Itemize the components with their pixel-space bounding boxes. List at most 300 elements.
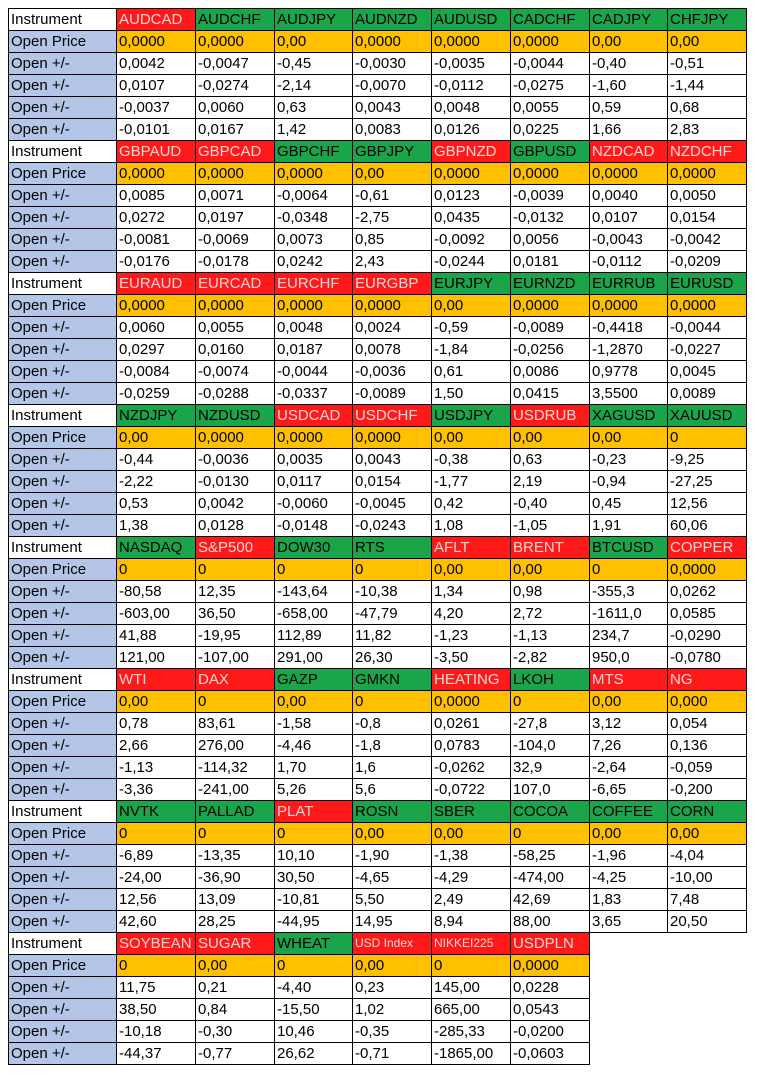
open-change-label: Open +/- [9, 185, 117, 207]
instrument-name-cell: GBPAUD [117, 141, 196, 163]
open-change-cell: -1,96 [590, 845, 668, 867]
open-change-cell: -3,36 [117, 779, 196, 801]
instrument-name-cell: CADJPY [590, 9, 668, 31]
open-change-cell: -0,0176 [117, 251, 196, 273]
open-change-cell: -19,95 [196, 625, 275, 647]
open-price-cell: 0,0000 [511, 955, 590, 977]
open-change-cell: 2,72 [511, 603, 590, 625]
open-change-cell: 0,0056 [511, 229, 590, 251]
open-change-cell: -0,0132 [511, 207, 590, 229]
open-price-label: Open Price [9, 295, 117, 317]
open-price-row [9, 691, 747, 713]
open-change-cell: -0,71 [353, 1043, 432, 1065]
open-price-cell: 0,00 [668, 31, 747, 53]
open-change-row [9, 713, 747, 735]
open-change-cell: -0,0044 [511, 53, 590, 75]
open-change-cell: -0,0044 [275, 361, 353, 383]
open-change-label: Open +/- [9, 1021, 117, 1043]
open-price-cell: 0 [196, 691, 275, 713]
open-change-cell: 0,136 [668, 735, 747, 757]
open-change-cell: -0,0112 [432, 75, 511, 97]
open-change-cell: 276,00 [196, 735, 275, 757]
open-change-cell: -10,38 [353, 581, 432, 603]
open-change-row [9, 779, 747, 801]
open-change-cell: -1,8 [353, 735, 432, 757]
open-change-row [9, 911, 747, 933]
instrument-label: Instrument [9, 405, 117, 427]
open-change-label: Open +/- [9, 911, 117, 933]
open-change-cell: 13,09 [196, 889, 275, 911]
open-change-cell: -0,0603 [511, 1043, 590, 1065]
instrument-name-cell: PALLAD [196, 801, 275, 823]
open-change-cell: 10,46 [275, 1021, 353, 1043]
open-change-cell: -0,0043 [590, 229, 668, 251]
instrument-name-cell: EURJPY [432, 273, 511, 295]
instrument-name-cell: MTS [590, 669, 668, 691]
instrument-name-cell: EURAUD [117, 273, 196, 295]
open-price-cell: 0,00 [117, 427, 196, 449]
open-change-cell: -143,64 [275, 581, 353, 603]
open-change-cell: -10,81 [275, 889, 353, 911]
open-change-label: Open +/- [9, 383, 117, 405]
open-price-label: Open Price [9, 163, 117, 185]
open-change-cell: 28,25 [196, 911, 275, 933]
open-change-cell: 291,00 [275, 647, 353, 669]
open-change-cell: -0,0030 [353, 53, 432, 75]
open-change-cell: -36,90 [196, 867, 275, 889]
open-price-label: Open Price [9, 823, 117, 845]
open-change-cell: -1,13 [117, 757, 196, 779]
open-change-cell: 0,0117 [275, 471, 353, 493]
open-change-cell: 5,50 [353, 889, 432, 911]
open-change-cell: 0,61 [432, 361, 511, 383]
open-price-cell: 0,00 [668, 823, 747, 845]
open-change-cell: 0,0040 [590, 185, 668, 207]
empty-cell [668, 955, 747, 977]
open-change-cell: -0,0074 [196, 361, 275, 383]
open-change-cell: 0,0543 [511, 999, 590, 1021]
open-change-cell: 0,054 [668, 713, 747, 735]
open-change-cell: 11,82 [353, 625, 432, 647]
open-change-cell: -4,46 [275, 735, 353, 757]
open-change-cell: 0,42 [432, 493, 511, 515]
open-change-cell: -1,05 [511, 515, 590, 537]
open-change-cell: 2,43 [353, 251, 432, 273]
open-change-cell: 0,0107 [117, 75, 196, 97]
instrument-name-cell: COPPER [668, 537, 747, 559]
open-change-cell: 0,0055 [196, 317, 275, 339]
open-change-cell: -1,23 [432, 625, 511, 647]
open-change-cell: -0,0112 [590, 251, 668, 273]
open-price-cell: 0,0000 [668, 559, 747, 581]
instrument-name-cell: AFLT [432, 537, 511, 559]
open-change-row [9, 1043, 747, 1065]
open-change-label: Open +/- [9, 757, 117, 779]
open-change-cell: -2,14 [275, 75, 353, 97]
open-change-row [9, 845, 747, 867]
open-change-cell: -0,59 [432, 317, 511, 339]
open-change-cell: -44,37 [117, 1043, 196, 1065]
open-price-cell: 0,0000 [590, 163, 668, 185]
empty-cell [590, 933, 668, 955]
open-change-cell: -0,0081 [117, 229, 196, 251]
instrument-name-cell: WHEAT [275, 933, 353, 955]
open-change-cell: -1,13 [511, 625, 590, 647]
open-change-row [9, 361, 747, 383]
open-price-row [9, 163, 747, 185]
instrument-row [9, 801, 747, 823]
instrument-label: Instrument [9, 273, 117, 295]
open-change-cell: -2,82 [511, 647, 590, 669]
open-change-cell: 1,70 [275, 757, 353, 779]
open-change-cell: -0,059 [668, 757, 747, 779]
instrument-name-cell: NIKKEI225 [432, 933, 511, 955]
open-change-cell: -0,30 [196, 1021, 275, 1043]
open-price-cell: 0 [668, 427, 747, 449]
open-change-cell: 2,49 [432, 889, 511, 911]
open-change-cell: 0,0089 [668, 383, 747, 405]
open-change-label: Open +/- [9, 339, 117, 361]
open-change-cell: -107,00 [196, 647, 275, 669]
instrument-name-cell: EURCHF [275, 273, 353, 295]
open-price-cell: 0,0000 [353, 427, 432, 449]
open-change-cell: -0,94 [590, 471, 668, 493]
open-price-row [9, 31, 747, 53]
instrument-name-cell: NG [668, 669, 747, 691]
open-change-cell: 0,0128 [196, 515, 275, 537]
instrument-name-cell: GBPJPY [353, 141, 432, 163]
open-price-cell: 0,0000 [668, 163, 747, 185]
open-change-cell: -0,77 [196, 1043, 275, 1065]
open-change-cell: -0,0259 [117, 383, 196, 405]
instrument-name-cell: LKOH [511, 669, 590, 691]
open-change-cell: 0,0083 [353, 119, 432, 141]
open-change-cell: 0,84 [196, 999, 275, 1021]
open-change-cell: 1,50 [432, 383, 511, 405]
open-price-cell: 0,00 [117, 691, 196, 713]
open-change-label: Open +/- [9, 845, 117, 867]
open-price-cell: 0,0000 [668, 295, 747, 317]
open-change-cell: 121,00 [117, 647, 196, 669]
open-change-cell: -15,50 [275, 999, 353, 1021]
open-price-cell: 0,00 [590, 427, 668, 449]
open-change-cell: 3,12 [590, 713, 668, 735]
instrument-name-cell: EURUSD [668, 273, 747, 295]
open-change-cell: -0,0069 [196, 229, 275, 251]
open-change-label: Open +/- [9, 647, 117, 669]
instrument-name-cell: XAUUSD [668, 405, 747, 427]
open-change-cell: 88,00 [511, 911, 590, 933]
sheet-body [9, 9, 747, 1065]
open-change-cell: 0,78 [117, 713, 196, 735]
open-change-cell: 1,66 [590, 119, 668, 141]
open-change-cell: 1,08 [432, 515, 511, 537]
open-change-cell: 26,62 [275, 1043, 353, 1065]
open-change-cell: 0,21 [196, 977, 275, 999]
open-change-cell: 0,0123 [432, 185, 511, 207]
open-change-label: Open +/- [9, 75, 117, 97]
open-change-cell: 0,0262 [668, 581, 747, 603]
empty-cell [590, 977, 668, 999]
open-change-cell: 0,0415 [511, 383, 590, 405]
open-price-cell: 0 [511, 691, 590, 713]
open-change-cell: 41,88 [117, 625, 196, 647]
open-change-cell: 0,0035 [275, 449, 353, 471]
open-change-cell: -0,4418 [590, 317, 668, 339]
empty-cell [590, 955, 668, 977]
open-change-label: Open +/- [9, 625, 117, 647]
open-change-row [9, 317, 747, 339]
open-change-cell: 145,00 [432, 977, 511, 999]
open-change-cell: 1,42 [275, 119, 353, 141]
instrument-name-cell: ROSN [353, 801, 432, 823]
open-change-cell: 0,0055 [511, 97, 590, 119]
open-change-row [9, 75, 747, 97]
open-change-cell: 12,56 [668, 493, 747, 515]
open-change-cell: 7,26 [590, 735, 668, 757]
open-change-cell: -13,35 [196, 845, 275, 867]
empty-cell [668, 933, 747, 955]
instrument-name-cell: AUDJPY [275, 9, 353, 31]
open-change-cell: 0,0060 [196, 97, 275, 119]
open-change-cell: 234,7 [590, 625, 668, 647]
open-change-label: Open +/- [9, 1043, 117, 1065]
open-change-cell: -1,44 [668, 75, 747, 97]
instrument-name-cell: AUDCAD [117, 9, 196, 31]
open-change-label: Open +/- [9, 735, 117, 757]
open-change-cell: 0,0042 [196, 493, 275, 515]
open-change-cell: -6,65 [590, 779, 668, 801]
open-change-label: Open +/- [9, 229, 117, 251]
open-change-cell: -0,0070 [353, 75, 432, 97]
open-change-cell: -0,0039 [511, 185, 590, 207]
instrument-name-cell: USDPLN [511, 933, 590, 955]
open-change-label: Open +/- [9, 317, 117, 339]
open-change-cell: -0,0035 [432, 53, 511, 75]
open-change-row [9, 603, 747, 625]
open-change-cell: -0,40 [511, 493, 590, 515]
open-change-cell: -2,64 [590, 757, 668, 779]
open-change-cell: 0,53 [117, 493, 196, 515]
open-change-row [9, 251, 747, 273]
open-change-cell: -24,00 [117, 867, 196, 889]
open-change-cell: -0,0780 [668, 647, 747, 669]
open-change-cell: -1,60 [590, 75, 668, 97]
open-change-cell: 0,0045 [668, 361, 747, 383]
open-price-label: Open Price [9, 955, 117, 977]
open-change-cell: 0,0071 [196, 185, 275, 207]
open-change-cell: -0,0047 [196, 53, 275, 75]
instrument-name-cell: GAZP [275, 669, 353, 691]
open-price-cell: 0,00 [432, 427, 511, 449]
open-change-cell: -1,38 [432, 845, 511, 867]
open-change-cell: -9,25 [668, 449, 747, 471]
open-change-cell: -47,79 [353, 603, 432, 625]
instrument-name-cell: RTS [353, 537, 432, 559]
open-price-cell: 0,00 [353, 163, 432, 185]
open-price-label: Open Price [9, 31, 117, 53]
open-change-cell: 42,69 [511, 889, 590, 911]
open-price-cell: 0,00 [353, 955, 432, 977]
open-change-row [9, 97, 747, 119]
open-price-cell: 0,0000 [511, 295, 590, 317]
open-change-cell: 0,0024 [353, 317, 432, 339]
instrument-row [9, 669, 747, 691]
open-change-cell: -0,44 [117, 449, 196, 471]
open-change-cell: -1611,0 [590, 603, 668, 625]
instrument-name-cell: CHFJPY [668, 9, 747, 31]
instrument-name-cell: BTCUSD [590, 537, 668, 559]
open-change-cell: 0,0187 [275, 339, 353, 361]
open-change-cell: 12,56 [117, 889, 196, 911]
open-change-cell: 950,0 [590, 647, 668, 669]
open-change-label: Open +/- [9, 581, 117, 603]
open-change-cell: 10,10 [275, 845, 353, 867]
instrument-name-cell: GBPNZD [432, 141, 511, 163]
open-change-label: Open +/- [9, 889, 117, 911]
instrument-name-cell: NZDCAD [590, 141, 668, 163]
open-change-cell: 0,0073 [275, 229, 353, 251]
instrument-name-cell: USD Index [353, 933, 432, 955]
empty-cell [668, 1043, 747, 1065]
open-change-cell: -44,95 [275, 911, 353, 933]
open-change-row [9, 119, 747, 141]
open-change-cell: -2,22 [117, 471, 196, 493]
open-price-cell: 0,0000 [275, 427, 353, 449]
open-price-cell: 0,0000 [353, 295, 432, 317]
instrument-name-cell: BRENT [511, 537, 590, 559]
instrument-row [9, 273, 747, 295]
open-change-cell: -27,8 [511, 713, 590, 735]
instrument-name-cell: AUDCHF [196, 9, 275, 31]
open-change-cell: 0,0085 [117, 185, 196, 207]
open-change-row [9, 867, 747, 889]
open-change-cell: -104,0 [511, 735, 590, 757]
instrument-row [9, 405, 747, 427]
open-price-cell: 0,00 [432, 559, 511, 581]
open-price-row [9, 823, 747, 845]
open-price-cell: 0,000 [668, 691, 747, 713]
empty-cell [668, 977, 747, 999]
open-price-cell: 0,0000 [117, 31, 196, 53]
open-change-cell: 0,0126 [432, 119, 511, 141]
open-change-label: Open +/- [9, 779, 117, 801]
open-change-cell: -241,00 [196, 779, 275, 801]
open-change-cell: 112,89 [275, 625, 353, 647]
open-change-cell: -1,2870 [590, 339, 668, 361]
open-change-cell: 2,66 [117, 735, 196, 757]
open-change-cell: 0,0154 [353, 471, 432, 493]
open-change-cell: -0,8 [353, 713, 432, 735]
instrument-name-cell: AUDUSD [432, 9, 511, 31]
open-change-cell: -1865,00 [432, 1043, 511, 1065]
open-change-label: Open +/- [9, 603, 117, 625]
open-change-cell: -0,0337 [275, 383, 353, 405]
open-change-cell: -0,0084 [117, 361, 196, 383]
open-change-row [9, 383, 747, 405]
open-change-cell: 1,6 [353, 757, 432, 779]
open-change-cell: -0,0044 [668, 317, 747, 339]
open-change-label: Open +/- [9, 713, 117, 735]
open-change-cell: 0,0585 [668, 603, 747, 625]
open-change-cell: -0,0130 [196, 471, 275, 493]
open-price-cell: 0,0000 [196, 163, 275, 185]
open-price-cell: 0 [117, 559, 196, 581]
open-change-cell: 0,0783 [432, 735, 511, 757]
open-change-cell: 30,50 [275, 867, 353, 889]
open-price-row [9, 427, 747, 449]
instrument-name-cell: USDCHF [353, 405, 432, 427]
open-change-row [9, 977, 747, 999]
open-change-label: Open +/- [9, 119, 117, 141]
instrument-row [9, 9, 747, 31]
open-price-label: Open Price [9, 427, 117, 449]
open-change-cell: 665,00 [432, 999, 511, 1021]
open-change-cell: 12,35 [196, 581, 275, 603]
open-change-cell: 38,50 [117, 999, 196, 1021]
open-change-cell: 32,9 [511, 757, 590, 779]
open-change-cell: 0,0167 [196, 119, 275, 141]
open-change-cell: 0,0242 [275, 251, 353, 273]
instrument-name-cell: NASDAQ [117, 537, 196, 559]
open-change-cell: -1,90 [353, 845, 432, 867]
open-price-cell: 0,0000 [432, 163, 511, 185]
open-change-row [9, 493, 747, 515]
open-price-cell: 0 [511, 823, 590, 845]
open-change-cell: 2,83 [668, 119, 747, 141]
open-price-cell: 0 [196, 559, 275, 581]
open-change-label: Open +/- [9, 977, 117, 999]
open-price-cell: 0 [196, 823, 275, 845]
open-change-row [9, 449, 747, 471]
open-change-cell: 0,0154 [668, 207, 747, 229]
open-change-cell: 0,0272 [117, 207, 196, 229]
open-price-cell: 0 [353, 559, 432, 581]
open-change-cell: 5,6 [353, 779, 432, 801]
open-change-cell: -2,75 [353, 207, 432, 229]
open-change-cell: 83,61 [196, 713, 275, 735]
open-change-cell: -0,0042 [668, 229, 747, 251]
open-price-cell: 0,00 [353, 823, 432, 845]
open-change-cell: 1,83 [590, 889, 668, 911]
instrument-name-cell: DOW30 [275, 537, 353, 559]
instrument-name-cell: DAX [196, 669, 275, 691]
open-change-label: Open +/- [9, 867, 117, 889]
open-change-cell: -4,25 [590, 867, 668, 889]
instrument-label: Instrument [9, 537, 117, 559]
open-change-cell: 1,38 [117, 515, 196, 537]
open-price-cell: 0,00 [511, 427, 590, 449]
open-change-cell: -0,0288 [196, 383, 275, 405]
open-change-cell: 0,0181 [511, 251, 590, 273]
open-change-cell: -0,0262 [432, 757, 511, 779]
instrument-sheet [8, 8, 747, 1065]
open-change-cell: 0,0042 [117, 53, 196, 75]
open-change-cell: -3,50 [432, 647, 511, 669]
open-change-cell: 0,0086 [511, 361, 590, 383]
open-change-label: Open +/- [9, 361, 117, 383]
open-price-cell: 0,00 [590, 31, 668, 53]
open-change-cell: -0,0200 [511, 1021, 590, 1043]
open-price-label: Open Price [9, 691, 117, 713]
open-change-cell: 0,0043 [353, 449, 432, 471]
instrument-name-cell: COFFEE [590, 801, 668, 823]
open-change-cell: -0,0722 [432, 779, 511, 801]
instrument-label: Instrument [9, 669, 117, 691]
open-change-cell: 8,94 [432, 911, 511, 933]
instrument-name-cell: SUGAR [196, 933, 275, 955]
instrument-name-cell: CORN [668, 801, 747, 823]
